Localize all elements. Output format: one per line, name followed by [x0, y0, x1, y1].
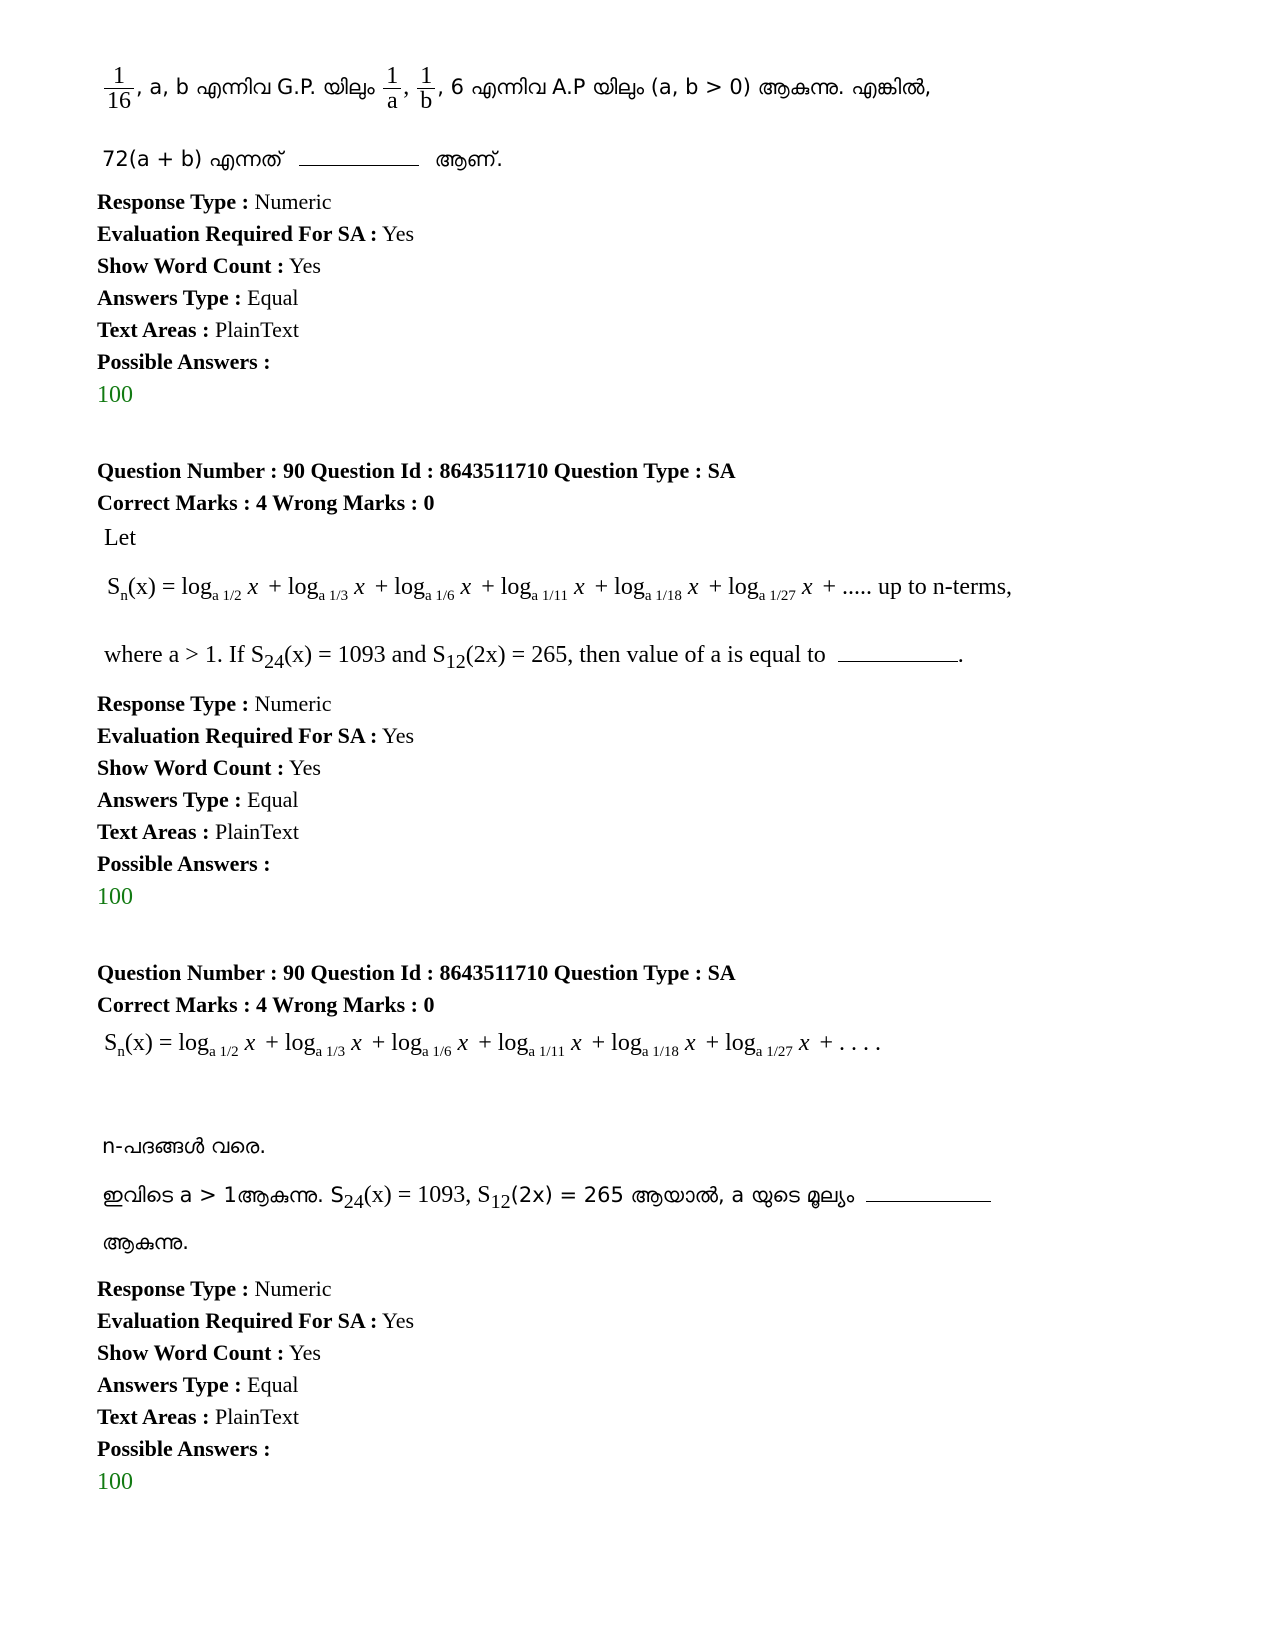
series-lhs: $S_n(x)$ =	[107, 574, 176, 604]
meta-possible-answers: Possible Answers :	[97, 349, 271, 374]
plus-sign: +	[478, 1030, 498, 1056]
question-header: Question Number : 90 Question Id : 8643511710 Question Type : SA	[97, 458, 736, 483]
plus-sign: +	[705, 1030, 726, 1056]
log-term: $\log_{a 1/3} x$	[287, 574, 371, 604]
plus-sign: +	[265, 1030, 285, 1056]
plus-sign: +	[371, 1030, 392, 1056]
ml-line-3: ആകുന്നു.	[102, 1230, 189, 1254]
series-lhs: $S_n(x)$ =	[104, 1030, 173, 1060]
possible-answer: 100	[97, 1469, 133, 1495]
log-base: a 1/18	[641, 1043, 679, 1060]
log-base: a 1/3	[318, 587, 349, 604]
log-base: a 1/6	[421, 1043, 452, 1060]
series-terms	[178, 1030, 819, 1060]
plus-sign: +	[374, 574, 395, 600]
meta-word-count: Show Word Count : Yes	[97, 1340, 321, 1365]
ml-line-1: n-പദങ്ങൾ വരെ.	[102, 1134, 267, 1158]
meta-response-type: Response Type : Numeric	[97, 691, 332, 716]
meta-word-count: Show Word Count : Yes	[97, 755, 321, 780]
log-term: $\log_{a 1/3} x$	[284, 1030, 368, 1060]
meta-text-areas: Text Areas : PlainText	[97, 1404, 299, 1429]
meta-text-areas: Text Areas : PlainText	[97, 819, 299, 844]
fraction: $\frac{1}{a}$	[383, 64, 401, 113]
log-base: a 1/11	[531, 587, 568, 604]
answer-blank	[838, 661, 958, 662]
answer-blank	[299, 165, 419, 166]
log-base: a 1/2	[209, 1043, 239, 1060]
log-term: $\log_{a 1/6} x$	[391, 1030, 475, 1060]
meta-text-areas: Text Areas : PlainText	[97, 317, 299, 342]
log-base: a 1/27	[755, 1043, 793, 1060]
log-term: $\log_{a 1/27} x$	[728, 574, 819, 604]
log-term: $\log_{a 1/18} x$	[614, 574, 705, 604]
plus-sign: +	[594, 574, 615, 600]
meta-block	[97, 1276, 414, 1468]
log-term: $\log_{a 1/11} x$	[497, 1030, 588, 1060]
marks-header: Correct Marks : 4 Wrong Marks : 0	[97, 992, 435, 1017]
plus-sign: +	[591, 1030, 612, 1056]
log-term: $\log_{a 1/18} x$	[611, 1030, 702, 1060]
plus-sign: +	[708, 574, 729, 600]
possible-answer: 100	[97, 382, 133, 408]
q89-line1: $\frac{1}{16}$ , a, b എന്നിവ G.P. യിലും $\frac{1}{a}$ , $\frac{1}{b}$ , 6 എന്നിവ A.P യിലും (a, b > 0) ആകുന്നു. എങ്കിൽ,	[102, 64, 931, 113]
log-term: $\log_{a 1/2} x$	[181, 574, 265, 604]
possible-answer: 100	[97, 884, 133, 910]
meta-evaluation: Evaluation Required For SA : Yes	[97, 221, 415, 246]
log-base: a 1/18	[644, 587, 682, 604]
meta-possible-answers: Possible Answers :	[97, 851, 271, 876]
log-base: a 1/11	[528, 1043, 565, 1060]
log-base: a 1/3	[315, 1043, 346, 1060]
log-term: $\log_{a 1/27} x$	[725, 1030, 816, 1060]
series-equation-ml: $S_n(x) = \log_{a 1/2} x + \log_{a 1/3} x + \log_{a 1/6} x + \log_{a 1/11} x + \log_{a 1/18} x + \log_{a 1/27} x$ + . . . .	[104, 1030, 882, 1060]
q89-line2: 72(a + b) എന്നത് ആണ്.	[102, 147, 503, 171]
answer-blank	[866, 1201, 991, 1202]
series-terms	[181, 574, 822, 604]
series-equation-en: $S_n(x) = \log_{a 1/2} x + \log_{a 1/3} x + \log_{a 1/6} x + \log_{a 1/11} x + \log_{a 1/18} x + \log_{a 1/27} x$ + ..... up to n-terms,	[107, 574, 1013, 604]
log-base: a 1/27	[758, 587, 796, 604]
meta-word-count: Show Word Count : Yes	[97, 253, 321, 278]
meta-block	[97, 189, 414, 381]
fraction: $\frac{1}{b}$	[417, 64, 435, 113]
let-word: Let	[104, 525, 136, 551]
meta-answers-type: Answers Type : Equal	[97, 285, 299, 310]
meta-response-type: Response Type : Numeric	[97, 1276, 332, 1301]
meta-answers-type: Answers Type : Equal	[97, 787, 299, 812]
meta-evaluation: Evaluation Required For SA : Yes	[97, 723, 415, 748]
meta-evaluation: Evaluation Required For SA : Yes	[97, 1308, 415, 1333]
meta-answers-type: Answers Type : Equal	[97, 1372, 299, 1397]
log-base: a 1/2	[212, 587, 242, 604]
meta-possible-answers: Possible Answers :	[97, 1436, 271, 1461]
log-base: a 1/6	[424, 587, 455, 604]
log-term: $\log_{a 1/6} x$	[394, 574, 478, 604]
ml-line-2: ഇവിടെ a > 1ആകുന്നു. $S_{24}(x) = 1093$, $S_{12}(2x) = 265$ ആയാൽ, a യുടെ മൂല്യം	[102, 1182, 991, 1214]
plus-sign: +	[268, 574, 288, 600]
where-line: where a > 1. If $S_{24}(x) = 1093$ and $S_{12}(2x) = 265$, then value of a is equal to .	[104, 642, 964, 673]
log-term: $\log_{a 1/2} x$	[178, 1030, 262, 1060]
marks-header: Correct Marks : 4 Wrong Marks : 0	[97, 490, 435, 515]
fraction: $\frac{1}{16}$	[104, 64, 134, 113]
question-header: Question Number : 90 Question Id : 8643511710 Question Type : SA	[97, 960, 736, 985]
plus-sign: +	[481, 574, 501, 600]
meta-response-type: Response Type : Numeric	[97, 189, 332, 214]
meta-block	[97, 691, 414, 883]
log-term: $\log_{a 1/11} x$	[500, 574, 591, 604]
